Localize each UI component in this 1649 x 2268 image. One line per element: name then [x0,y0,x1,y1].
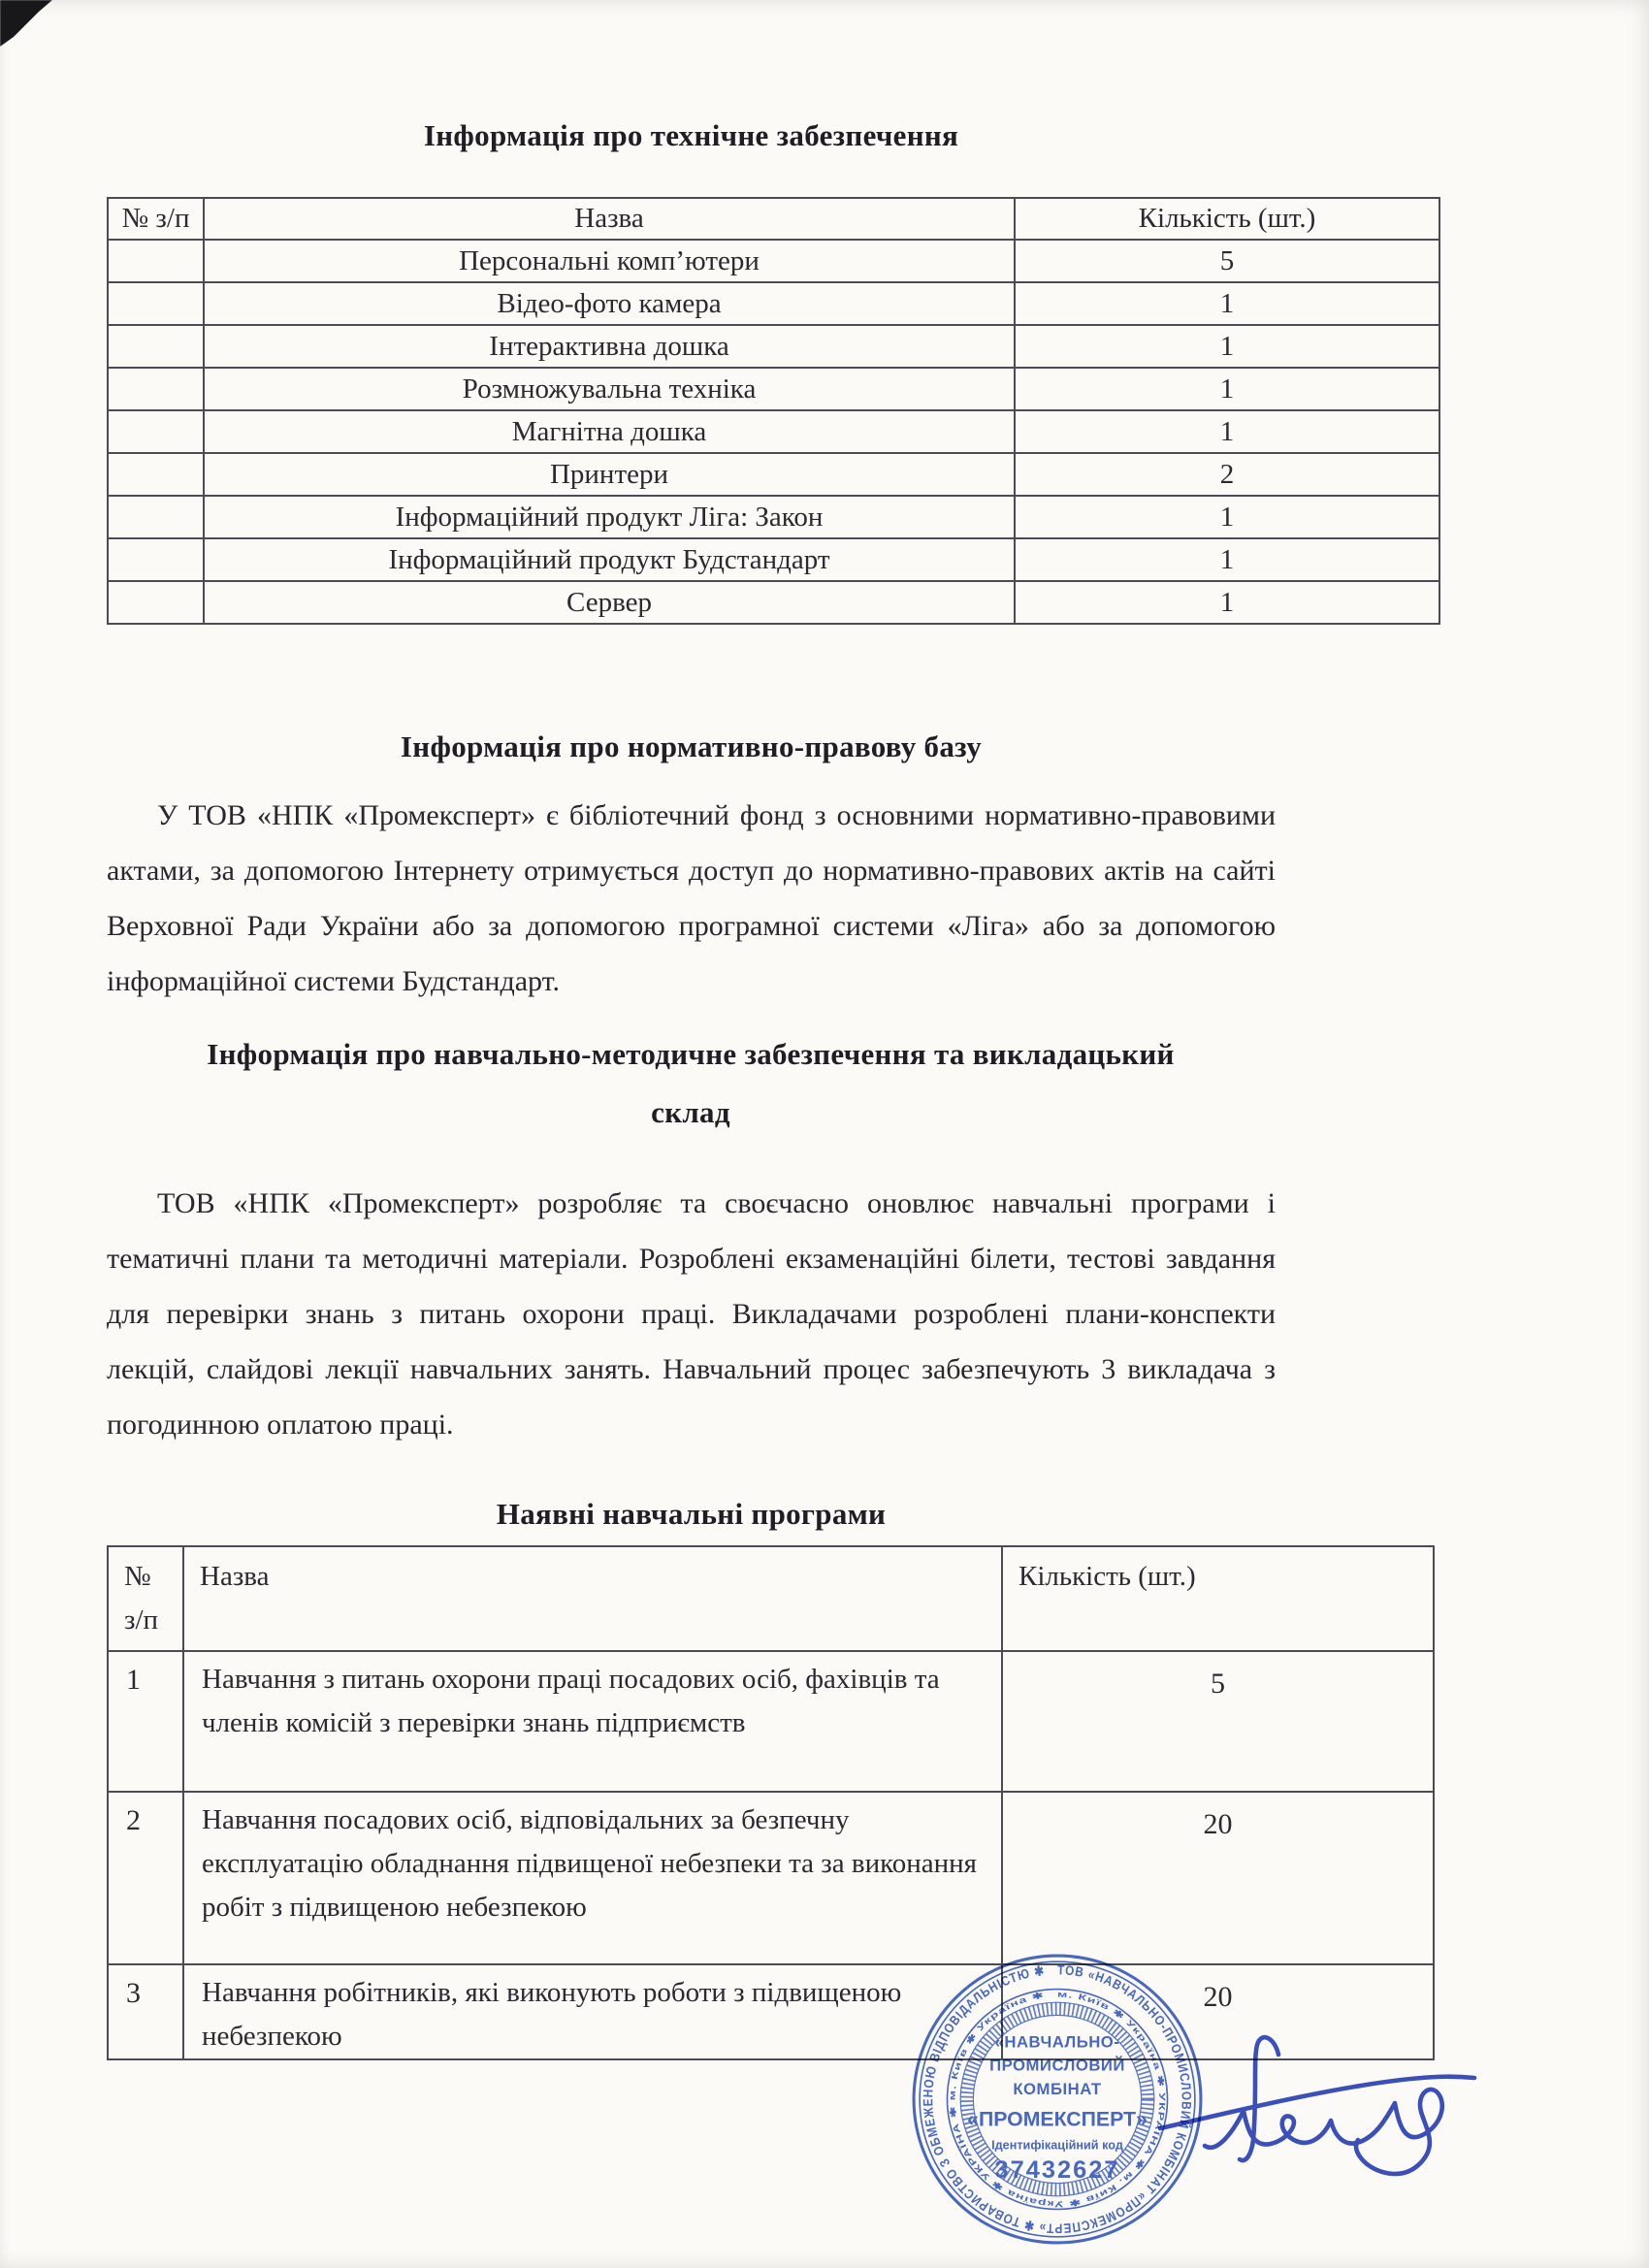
cell-name: Відео-фото камера [204,282,1015,325]
cell-num [108,453,204,496]
stamp-line-3: КОМБІНАТ [1013,2079,1102,2098]
cell-num: 2 [108,1792,183,1964]
section-title-programs: Наявні навчальні програми [496,1497,887,1531]
table-row [108,581,1439,624]
cell-name: Навчання з питань охорони праці посадових осіб, фахівців та членів комісій з перевірки знань підприємств [183,1651,1002,1792]
cell-name: Персональні комп’ютери [204,240,1015,282]
cell-num: 3 [108,1964,183,2059]
table-row [108,325,1439,368]
methodical-paragraph: ТОВ «НПК «Промексперт» розробляє та своєчасно оновлює навчальні програми і тематичні плани та методичні матеріали. Розроблені екзаменаційні білети, тестові завдання для перевірки знань з питань охорони праці. Викладачами розроблені плани-конспекти лекцій, слайдові лекції навчальних занять. Навчальний процес забезпечують 3 викладача з погодинною оплатою праці. [107,1187,1276,1441]
table-row [108,368,1439,410]
cell-qty: 1 [1015,368,1439,410]
section-title-technical: Інформація про технічне забезпечення [423,118,959,152]
stamp-line-5: Ідентифікаційний код [991,2138,1123,2153]
stamp-outer-ring-text: ТОВ «НАВЧАЛЬНО-ПРОМИСЛОВИЙ КОМБІНАТ «ПРОМЕКСПЕРТ» ✱ ТОВАРИСТВО З ОБМЕЖЕНОЮ ВІДПОВІДАЛЬНІСТЮ ✱ [921,1962,1194,2236]
column-header-qty: Кількість (шт.) [1002,1546,1434,1651]
cell-name: Інтерактивна дошка [204,325,1015,368]
signature [1154,2025,1484,2200]
column-header-name: Назва [204,198,1015,240]
cell-num [108,368,204,410]
column-header-name: Назва [183,1546,1002,1651]
column-header-num: № з/п [108,1546,183,1651]
cell-name: Принтери [204,453,1015,496]
cell-name: Магнітна дошка [204,410,1015,453]
stamp-line-6: 37432627 [994,2156,1120,2185]
cell-num [108,325,204,368]
legal-paragraph: У ТОВ «НПК «Промексперт» є бібліотечний фонд з основними нормативно-правовими актами, за допомогою Інтернету отримується доступ до нормативно-правових актів на сайті Верховної Ради України або за допомогою програмної системи «Ліга» або за допомогою інформаційної системи Будстандарт. [107,799,1276,997]
cell-qty: 5 [1002,1651,1434,1792]
table-row [108,410,1439,453]
cell-qty: 1 [1015,282,1439,325]
cell-qty: 20 [1002,1792,1434,1964]
cell-num [108,496,204,538]
table-row [108,240,1439,282]
cell-qty: 2 [1015,453,1439,496]
cell-name: Сервер [204,581,1015,624]
section-title-legal: Інформація про нормативно-правову базу [400,729,983,763]
cell-num [108,240,204,282]
table-header-row [108,1546,1434,1651]
stamp-line-1: «НАВЧАЛЬНО- [994,2032,1120,2052]
cell-name: Інформаційний продукт Будстандарт [204,538,1015,581]
cell-num: 1 [108,1651,183,1792]
table-row [108,538,1439,581]
scan-corner-artifact [0,0,60,49]
cell-num [108,581,204,624]
cell-name: Навчання робітників, які виконують роботи з підвищеною небезпекою [183,1964,1002,2059]
cell-qty: 1 [1015,538,1439,581]
cell-name: Інформаційний продукт Ліга: Закон [204,496,1015,538]
cell-qty: 1 [1015,325,1439,368]
column-header-num: № з/п [108,198,204,240]
table-header-row [108,198,1439,240]
cell-qty: 1 [1015,410,1439,453]
signature-strokes [1160,2037,1474,2174]
table-row [108,1792,1434,1964]
table-row [108,282,1439,325]
cell-num [108,410,204,453]
cell-num [108,538,204,581]
column-header-qty: Кількість (шт.) [1015,198,1439,240]
stamp-inner-ring-text: м. Київ ✱ Україна ✱ УКРАЇНА ✱ м. Київ ✱ Україна ✱ УКРАЇНА ✱ м. Київ ✱ Україна ✱ [947,1989,1168,2210]
cell-qty: 1 [1015,581,1439,624]
table-row [108,453,1439,496]
tech-equipment-table [107,197,1440,625]
cell-num [108,282,204,325]
stamp-line-4: «ПРОМЕКСПЕРТ» [967,2107,1148,2131]
section-title-methodical: Інформація про навчально-методичне забезпечення та викладацький склад [207,1037,1175,1129]
cell-name: Розмножувальна техніка [204,368,1015,410]
cell-qty: 5 [1015,240,1439,282]
cell-qty: 20 [1002,1964,1434,2059]
cell-qty: 1 [1015,496,1439,538]
table-row [108,1651,1434,1792]
training-programs-table [107,1545,1435,2060]
stamp-line-2: ПРОМИСЛОВИЙ [989,2056,1125,2075]
cell-name: Навчання посадових осіб, відповідальних за безпечну експлуатацію обладнання підвищеної небезпеки та за виконання робіт з підвищеною небезпекою [183,1792,1002,1964]
table-row [108,496,1439,538]
